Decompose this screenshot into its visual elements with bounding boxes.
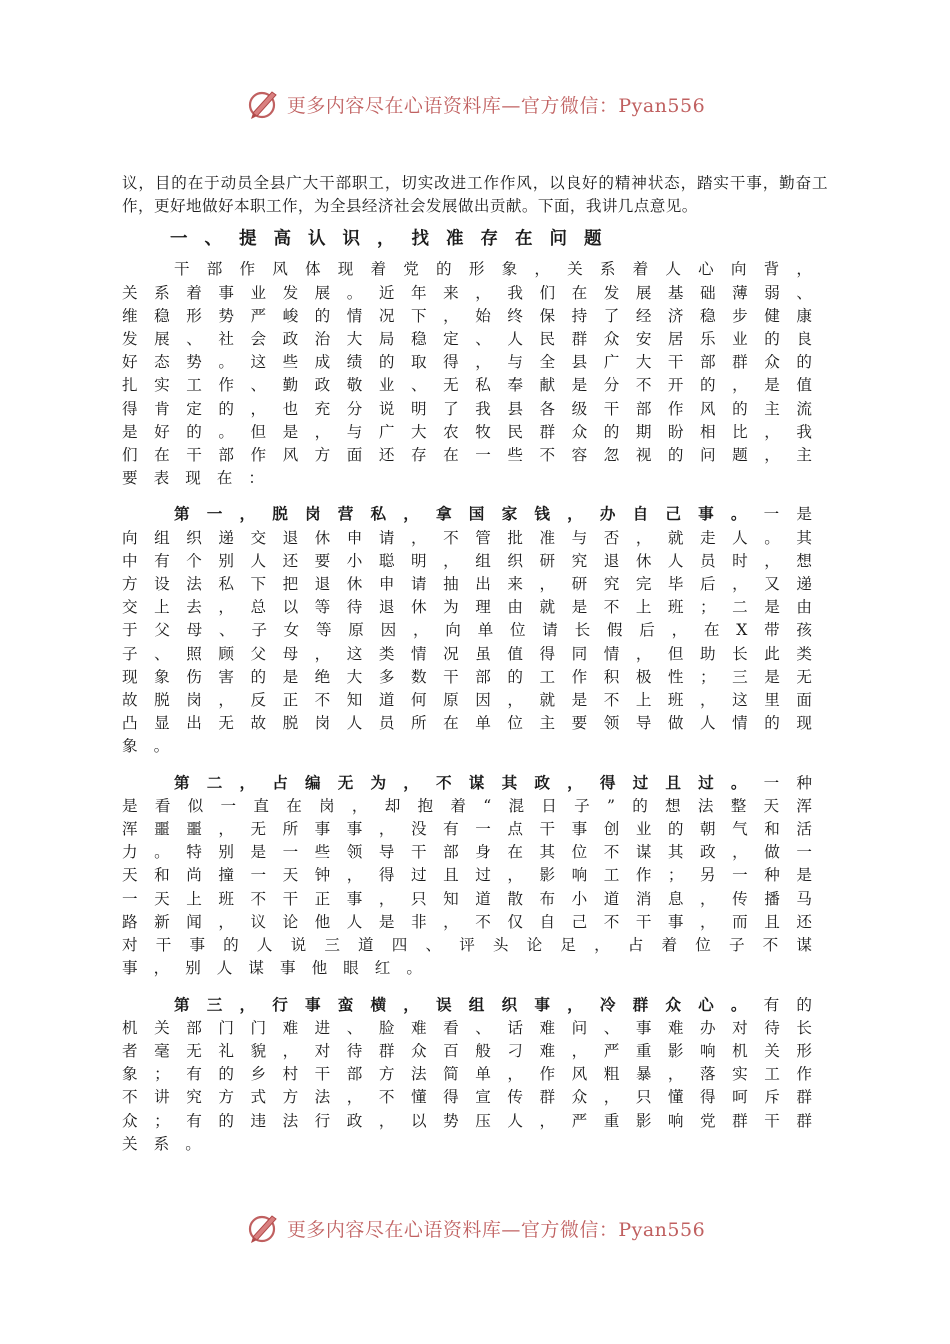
pen-logo-icon xyxy=(245,1210,281,1246)
header-watermark-banner xyxy=(0,86,950,122)
point-1-title: 第一，脱岗营私，拿国家钱，办自己事。 xyxy=(174,504,764,524)
watermark-text: 更多内容尽在心语资料库—官方微信：Pyan556 xyxy=(286,1218,706,1241)
point-3-body: 有的机关部门门难进、脸难看、话难问、事难办对待长者毫无礼貌，对待群众百般刁难，严重影响机关形象；有的乡村干部方法简单，作风粗暴，落实工作不讲究方式方法，不懂得宣传群众，只懂得呵斥群众；有的违法行政，以势压人，严重影响党群干群关系。 xyxy=(122,995,828,1153)
point-1-body: 一是向组织递交退休申请，不管批准与否，就走人。其中有个别人还要小聪明，组织研究退休人员时，想方设法私下把退休申请抽出来，研究完毕后，又递交上去，总以等待退休为理由就是不上班；二是由于父母、子女等原因，向单位请长假后，在X带孩子、照顾父母，这类情况虽值得同情，但助长此类现象伤害的是绝大多数干部的工作积极性；三是无故脱岗，反正不知道何原因，就是不上班，这里面凸显出无故脱岗人员所在单位主要领导做人情的现象。 xyxy=(122,505,828,756)
point-2-title: 第二，占编无为，不谋其政，得过且过。 xyxy=(174,772,764,792)
point-3-title: 第三，行事蛮横，误组织事，冷群众心。 xyxy=(174,994,764,1014)
paragraph-point-3 xyxy=(122,993,828,1156)
document-body xyxy=(122,172,828,1156)
paragraph-point-1 xyxy=(122,502,828,758)
watermark-text: 更多内容尽在心语资料库—官方微信：Pyan556 xyxy=(286,94,706,117)
point-2-body: 一种是看似一直在岗，却抱着“混日子”的想法整天浑浑噩噩，无所事事，没有一点干事创业的朝气和活力。特别是一些领导干部身在其位不谋其政，做一天和尚撞一天钟，得过且过，影响工作；另一种是一天上班不干正事，只知道散布小道消息，传播马路新闻，议论他人是非，不仅自己不干事，而且还对干事的人说三道四、评头论足，占着位子不谋事，别人谋事他眼红。 xyxy=(122,773,828,978)
paragraph-overview: 干部作风体现着党的形象，关系着人心向背，关系着事业发展。近年来，我们在发展基础薄弱、维稳形势严峻的情况下，始终保持了经济稳步健康发展、社会政治大局稳定、人民群众安居乐业的良好态势。这些成绩的取得，与全县广大干部群众的扎实工作、勤政敬业、无私奉献是分不开的，是值得肯定的，也充分说明了我县各级干部作风的主流是好的。但是，与广大农牧民群众的期盼相比，我们在干部作风方面还存在一些不容忽视的问题，主要表现在： xyxy=(122,260,828,488)
paragraph-point-2 xyxy=(122,771,828,981)
footer-watermark-banner xyxy=(0,1210,950,1246)
pen-logo-icon xyxy=(245,86,281,122)
section-heading: 一、提高认识，找准存在问题 xyxy=(170,229,619,250)
intro-paragraph: 议，目的在于动员全县广大干部职工，切实改进工作作风，以良好的精神状态，踏实干事，勤奋工作，更好地做好本职工作，为全县经济社会发展做出贡献。下面，我讲几点意见。 xyxy=(122,174,828,216)
